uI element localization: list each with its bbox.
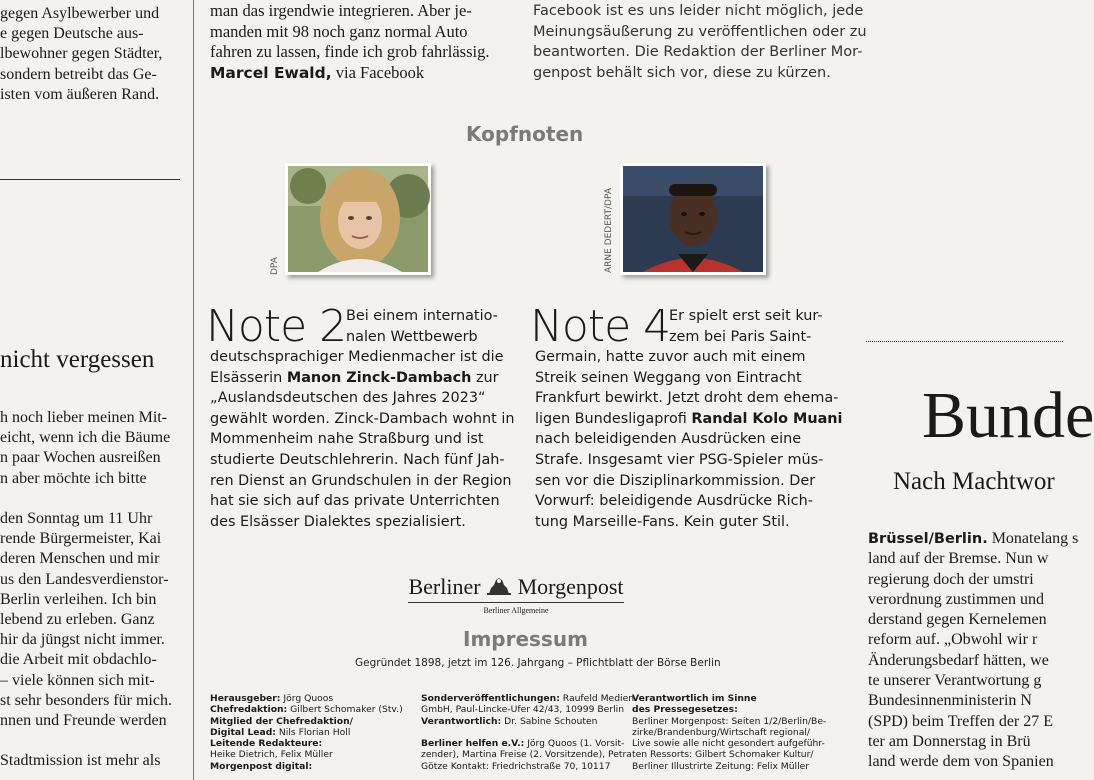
impressum-text: Dr. Sabine Schouten <box>504 715 598 727</box>
text-line: rende Bürgermeister, Kai <box>0 530 162 548</box>
left-article-heading: nicht vergessen <box>0 346 155 373</box>
right-dateline-line <box>868 529 1079 549</box>
impressum-text: Heike Dietrich, Felix Müller <box>210 749 333 761</box>
impressum-label: Chefredaktion: <box>210 704 288 716</box>
text-line: gegen Asylbewerber und <box>0 5 160 22</box>
text-line: regierung doch der umstri <box>868 570 1034 588</box>
text-line: Strafe. Insgesamt vier PSG-Spieler müs- <box>535 451 824 468</box>
impressum-text: GmbH, Paul-Lincke-Ufer 42/43, 10999 Berlin <box>421 704 625 716</box>
impressum-text: zender), Martina Freise (2. Vorsitzende), Petra <box>421 749 632 761</box>
impressum-label: Herausgeber: <box>210 693 281 704</box>
impressum-line <box>421 761 621 772</box>
text-line: – viele können sich mit- <box>0 671 155 689</box>
impressum-column-2 <box>421 693 635 772</box>
text-line: Änderungsbedarf hätten, we <box>868 651 1049 669</box>
right-subheadline: Nach Machtwor <box>893 468 1055 495</box>
text-line: des Elsässer Dialektes spezialisiert. <box>210 513 466 530</box>
note2-name-line <box>535 409 843 430</box>
text-line: Germain, hatte zuvor auch mit einem <box>535 349 806 365</box>
note1-line-post: zur <box>476 369 499 386</box>
impressum-line <box>421 716 621 727</box>
text-line: n aber möchte ich bitte <box>0 469 147 487</box>
right-article-body <box>868 529 1079 773</box>
impressum-label: Morgenpost digital: <box>210 760 313 772</box>
impressum-text: Götze Kontakt: Friedrichstraße 70, 10117 <box>421 760 611 772</box>
left-article-top-text <box>0 4 183 105</box>
note2-lines-b <box>535 429 835 532</box>
impressum-line <box>632 727 832 738</box>
text-line: den Sonntag um 11 Uhr <box>0 510 153 528</box>
text-line: e gegen Deutsche aus- <box>0 25 144 43</box>
text-line: isten vom äußeren Rand. <box>0 85 160 103</box>
text-line: sondern betreibt das Ge- <box>0 65 157 83</box>
masthead-subtitle: Berliner Allgemeine <box>483 606 549 615</box>
kopfnoten-title: Kopfnoten <box>466 122 584 146</box>
impressum-label: Berliner helfen e.V.: <box>421 738 525 750</box>
text-line: verordnung zustimmen und <box>868 590 1044 608</box>
photo2-credit: ARNE DEDERT/DPA <box>604 188 614 273</box>
text-line: us den Landesverdienstor- <box>0 570 169 588</box>
note2-grade: Note 4 <box>530 301 671 352</box>
text-line: nalen Wettbewerb <box>346 328 478 345</box>
impressum-founded: Gegründet 1898, jetzt im 126. Jahrgang – Pflichtblatt der Börse Berlin <box>355 657 721 669</box>
text-line: lbewohner gegen Städter, <box>0 45 163 63</box>
note2-lines-a <box>535 347 839 409</box>
impressum-text: Jörg Quoos <box>283 693 334 704</box>
text-line: Mommenheim nahe Straßburg und ist <box>210 431 484 448</box>
impressum-line <box>421 738 625 750</box>
impressum-label: Leitende Redakteure: <box>210 738 323 750</box>
impressum-line <box>421 727 621 738</box>
impressum-label: Sonderveröffentlichungen: <box>421 693 560 704</box>
impressum-line <box>632 738 832 749</box>
editorial-note <box>533 0 867 83</box>
text-line: tung Marseille-Fans. Kein guter Stil. <box>535 513 790 530</box>
editorial-note-text <box>533 1 867 83</box>
text-line: sen vor die Disziplinarkommission. Der <box>535 472 816 489</box>
impressum-text: zirke/Brandenburg/Wirtschaft regional/ <box>632 726 810 738</box>
note2-intro <box>669 306 839 347</box>
impressum-line <box>632 704 832 715</box>
right-dateline: Brüssel/Berlin. <box>868 531 988 547</box>
impressum-label: Mitglied der Chefredaktion/ <box>210 715 354 727</box>
text-line: h noch lieber meinen Mit- <box>0 409 168 426</box>
text-line: Er spielt erst seit kur- <box>669 308 823 324</box>
right-dotted-divider <box>866 341 1063 342</box>
reader-letter-text <box>210 1 510 63</box>
impressum-line <box>632 716 832 727</box>
impressum-line <box>632 761 832 772</box>
impressum-text: Gilbert Schomaker (Stv.) <box>290 704 403 716</box>
impressum-line <box>210 704 410 715</box>
impressum-line <box>210 693 410 704</box>
impressum-label: Digital Lead: <box>210 726 276 738</box>
text-line: Streik seinen Weggang von Eintracht <box>535 369 802 386</box>
text-line: Meinungsäußerung zu veröffentlichen oder zu <box>533 23 867 40</box>
text-line: nnen und Freunde werden <box>0 712 167 730</box>
note1-rest <box>210 388 515 532</box>
impressum-line <box>421 693 635 704</box>
text-line: hat sie sich auf das private Unterrichten <box>210 493 500 510</box>
text-line: beantworten. Die Redaktion der Berliner Mor- <box>533 44 863 60</box>
photo-manon-zinck-dambach <box>285 163 431 275</box>
text-line: Bundesinnenministerin N <box>868 692 1032 710</box>
note2-line-pre: ligen Bundesligaprofi <box>535 410 687 427</box>
text-line: zem bei Paris Saint- <box>669 328 812 345</box>
column-divider <box>193 0 194 780</box>
note1-line: deutschsprachiger Medienmacher ist die <box>210 349 504 365</box>
left-article-body <box>0 408 183 772</box>
impressum-column-1 <box>210 693 410 772</box>
photo1-credit: DPA <box>270 257 280 275</box>
note1-name-line <box>210 368 510 389</box>
text-line: Bei einem internatio- <box>346 308 498 324</box>
text-line: land auf der Bremse. Nun w <box>868 550 1049 568</box>
text-line: man das irgendwie integrieren. Aber je- <box>210 1 472 20</box>
berlin-bear-crest-icon <box>486 576 512 596</box>
note1-line-pre: Elsässerin <box>210 369 283 386</box>
text-line: reform auf. „Obwohl wir r <box>868 631 1038 649</box>
text-line: deren Menschen und mir <box>0 550 160 568</box>
impressum-label: Verantwortlich im Sinne <box>632 693 757 704</box>
text-line <box>0 489 183 509</box>
impressum-line <box>210 749 410 760</box>
letter-author: Marcel Ewald, <box>210 63 332 82</box>
text-line: „Auslandsdeutschen des Jahres 2023“ <box>210 390 486 407</box>
text-line: manden mit 98 noch ganz normal Auto <box>210 21 468 41</box>
text-line: Vorwurf: beleidigende Ausdrücke Rich- <box>535 493 813 510</box>
right-dateline-rest: Monatelang s <box>991 530 1079 547</box>
text-line: eicht, wenn ich die Bäume <box>0 429 171 447</box>
text-line: Facebook ist es uns leider nicht möglich, jede <box>533 3 864 19</box>
text-line: Stadtmission ist mehr als <box>0 752 161 770</box>
photo-randal-kolo-muani <box>620 163 766 275</box>
impressum-text: Nils Florian Holl <box>278 726 351 738</box>
impressum-line <box>210 716 410 727</box>
text-line: land werde dem von Spanien <box>868 753 1054 771</box>
impressum-text: Berliner Illustrirte Zeitung: Felix Müller <box>632 760 810 772</box>
text-line: Berlin verleihen. Ich bin <box>0 590 157 608</box>
text-line: te unserer Verantwortung g <box>868 672 1042 690</box>
text-line: fahren zu lassen, finde ich grob fahrlässig. <box>210 42 490 61</box>
text-line: (SPD) beim Treffen der 27 E <box>868 712 1054 730</box>
text-line: n paar Wochen ausreißen <box>0 449 161 467</box>
portrait-woman-image <box>288 166 428 272</box>
impressum-label: des Pressegesetzes: <box>632 704 738 716</box>
impressum-line <box>421 749 632 761</box>
masthead-logo <box>408 574 624 615</box>
text-line: gewählt worden. Zinck-Dambach wohnt in <box>210 410 515 427</box>
masthead-name-left: Berliner <box>408 574 481 599</box>
left-divider <box>0 179 180 180</box>
letter-source: via Facebook <box>335 62 425 82</box>
note2-body <box>535 347 843 532</box>
impressum-line <box>210 727 410 738</box>
note1-person-name: Manon Zinck-Dambach <box>286 369 472 386</box>
impressum-line <box>632 749 832 760</box>
text-line: Frankfurt bewirkt. Jetzt droht dem ehema- <box>535 390 839 407</box>
impressum-line <box>421 704 625 716</box>
impressum-column-3 <box>632 693 832 772</box>
text-line: lebend zu erleben. Ganz <box>0 611 155 629</box>
text-line: studierte Deutschlehrerin. Nach fünf Jah- <box>210 451 505 468</box>
text-line: ter am Donnerstag in Brü <box>868 732 1031 750</box>
note1-intro <box>346 306 516 347</box>
impressum-title: Impressum <box>463 627 588 651</box>
impressum-text: Jörg Quoos (1. Vorsit- <box>527 738 625 750</box>
note1-grade: Note 2 <box>206 301 347 352</box>
masthead-name <box>408 574 624 603</box>
right-body-lines <box>868 549 1068 772</box>
impressum-label: Verantwortlich: <box>421 715 502 727</box>
note1-body <box>210 347 515 532</box>
impressum-text: Raufeld Medien <box>562 693 635 704</box>
right-headline: Bunde <box>922 379 1094 452</box>
reader-letter <box>210 0 510 83</box>
text-line: nach beleidigenden Ausdrücken eine <box>535 431 802 448</box>
text-line: st sehr besonders für mich. <box>0 691 172 709</box>
impressum-line <box>210 738 410 749</box>
text-line: ren Dienst an Grundschulen in der Region <box>210 472 512 489</box>
note2-person-name: Randal Kolo Muani <box>691 410 843 427</box>
impressum-text: Berliner Morgenpost: Seiten 1/2/Berlin/Be- <box>632 715 827 727</box>
text-line: genpost behält sich vor, diese zu kürzen. <box>533 64 831 81</box>
text-line <box>0 731 183 751</box>
text-line: die Arbeit mit obdachlo- <box>0 651 157 669</box>
impressum-text: ten Ressorts: Gilbert Schomaker Kultur/ <box>632 749 814 761</box>
impressum-text: Live sowie alle nicht gesondert aufgeführ- <box>632 738 825 750</box>
masthead-name-right: Morgenpost <box>517 574 624 599</box>
text-line: hir da jüngst nicht immer. <box>0 631 165 649</box>
text-line: derstand gegen Kernelemen <box>868 611 1047 629</box>
impressum-line <box>210 761 410 772</box>
portrait-man-image <box>623 166 763 272</box>
impressum-line <box>632 693 832 704</box>
